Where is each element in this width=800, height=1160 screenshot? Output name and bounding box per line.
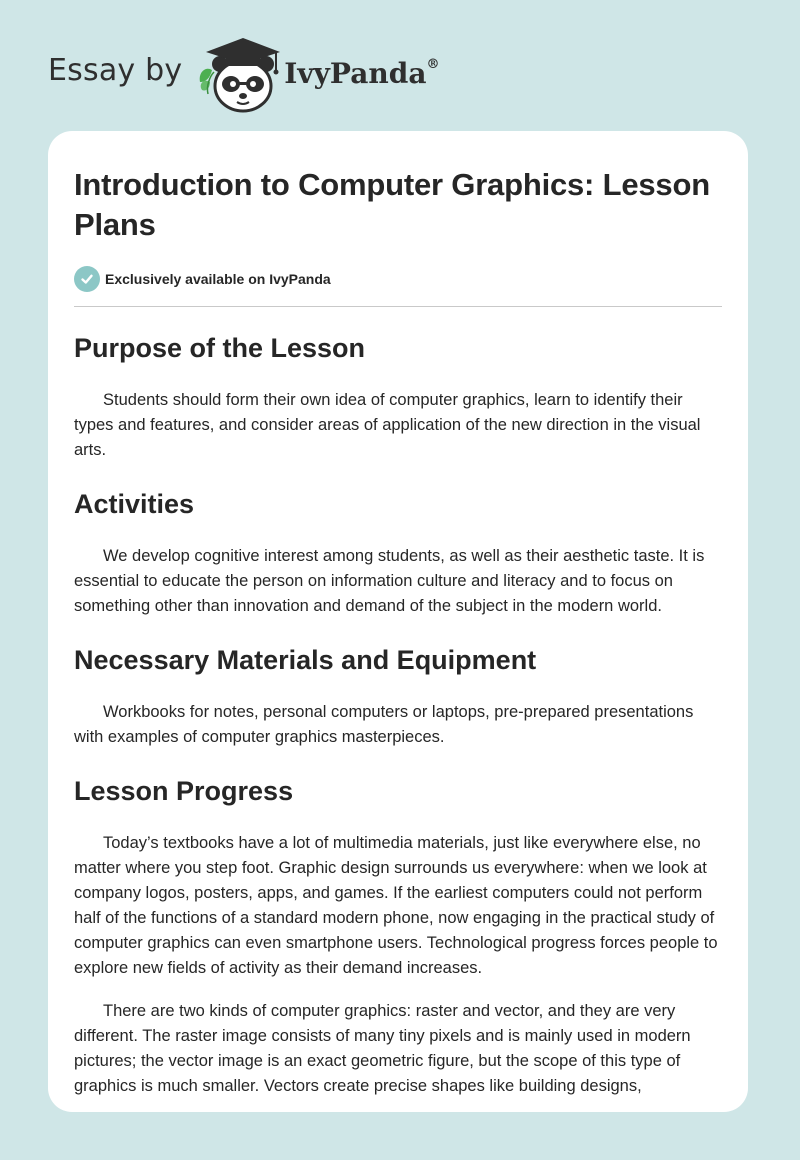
divider <box>74 306 722 307</box>
page-title: Introduction to Computer Graphics: Lesson Plans <box>74 167 710 242</box>
badge-text: Exclusively available on IvyPanda <box>105 271 331 287</box>
section-heading: Purpose of the Lesson <box>74 333 366 363</box>
paragraph: There are two kinds of computer graphics: raster and vector, and they are very different. The raster image consists of many tiny pixels and is mainly used in modern pictures; the vector image is an exact geometric figure, but the scope of this type of graphics is much smaller. Vectors create precise shapes like building designs, <box>74 1002 691 1095</box>
panda-graduate-icon[interactable] <box>196 34 288 114</box>
section-heading: Necessary Materials and Equipment <box>74 645 537 675</box>
section-heading: Activities <box>74 489 195 519</box>
paragraph: Students should form their own idea of computer graphics, learn to identify their types and features, and consider areas of application of the new direction in the visual arts. <box>74 391 701 459</box>
paragraph: Today’s textbooks have a lot of multimedia materials, just like everywhere else, no matter where you step foot. Graphic design surrounds us everywhere: when we look at company logos, posters, apps, and games. If the earliest computers could not perform half of the functions of a standard modern phone, now engaging in the practical study of computer graphics can even smartphone users. Technological progress forces people to explore new fields of activity as their demand increases. <box>74 834 718 977</box>
paragraph: We develop cognitive interest among students, as well as their aesthetic taste. It is essential to educate the person on information culture and literacy and to focus on something other than innovation and demand of the subject in the modern world. <box>74 547 705 615</box>
brand-name[interactable] <box>284 57 439 90</box>
paragraph: Workbooks for notes, personal computers or laptops, pre-prepared presentations with examples of computer graphics masterpieces. <box>74 703 694 746</box>
essay-card <box>48 131 748 1112</box>
exclusive-badge <box>74 265 722 293</box>
essay-by-label: Essay by <box>48 52 183 88</box>
section-heading: Lesson Progress <box>74 776 294 806</box>
brand-name-text: IvyPanda <box>284 56 427 90</box>
site-header <box>48 34 439 114</box>
check-circle-icon <box>74 266 100 292</box>
registered-mark: ® <box>426 57 440 73</box>
